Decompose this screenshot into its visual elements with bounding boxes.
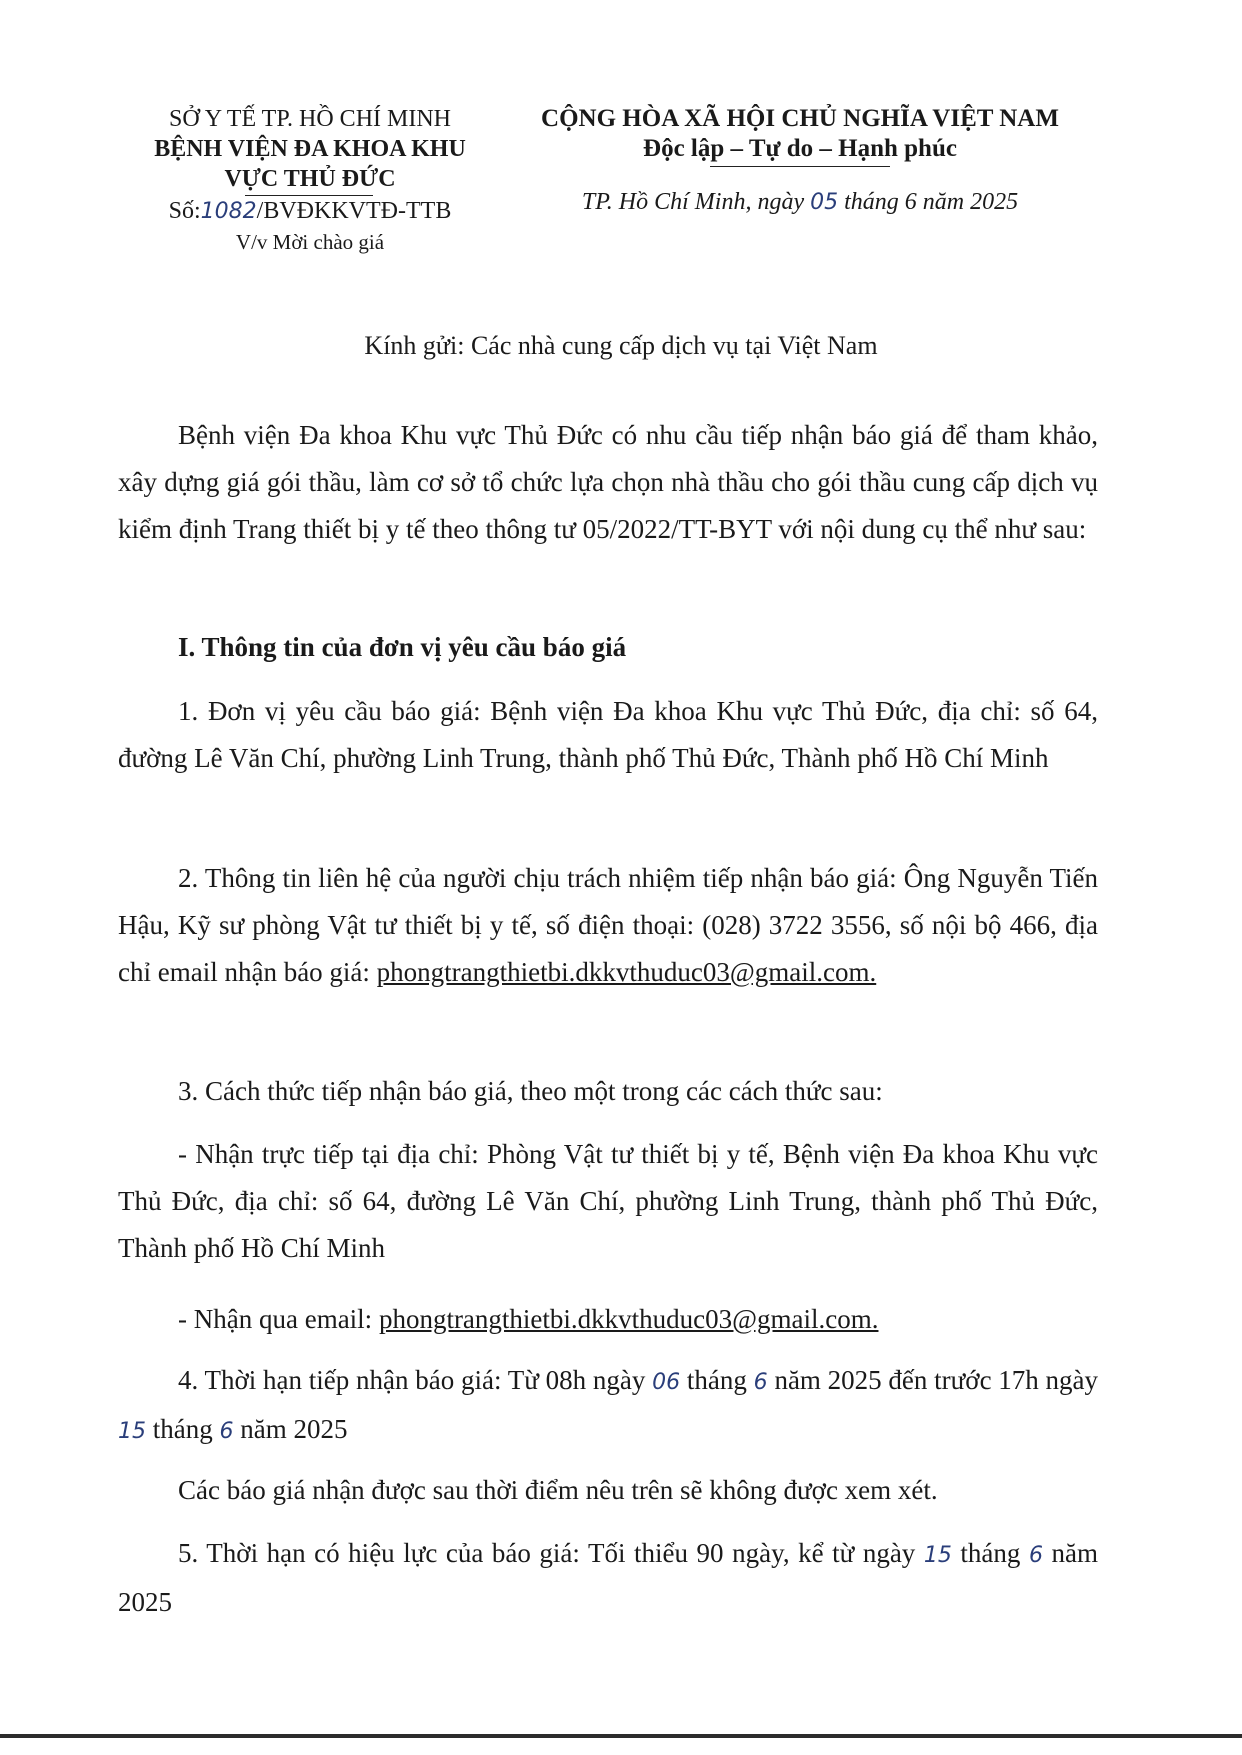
issuer-block — [120, 104, 500, 257]
handwritten-day: 05 — [810, 190, 839, 215]
intro-paragraph: Bệnh viện Đa khoa Khu vực Thủ Đức có nhu cầu tiếp nhận báo giá để tham khảo, xây dựng giá gói thầu, làm cơ sở tổ chức lựa chọn nhà thầu cho gói thầu cung cấp dịch vụ kiểm định Trang thiết bị y tế theo thông tư 05/2022/TT-BYT với nội dung cụ thể như sau: — [118, 420, 1098, 544]
document-number — [120, 196, 500, 227]
handwritten-end-day: 15 — [118, 1419, 146, 1444]
handwritten-validity-month: 6 — [1028, 1543, 1043, 1568]
item-1-paragraph: 1. Đơn vị yêu cầu báo giá: Bệnh viện Đa khoa Khu vực Thủ Đức, địa chỉ: số 64, đường Lê Văn Chí, phường Linh Trung, thành phố Thủ Đức, Thành phố Hồ Chí Minh — [118, 696, 1098, 773]
item-5-text-a: 5. Thời hạn có hiệu lực của báo giá: Tối thiểu 90 ngày, kể từ ngày — [178, 1538, 916, 1568]
item-2-text: 2. Thông tin liên hệ của người chịu trách nhiệm tiếp nhận báo giá: Ông Nguyễn Tiến Hậu, Kỹ sư phòng Vật tư thiết bị y tế, số điện thoại: (028) 3722 3556, số nội bộ 466, địa chỉ email nhận báo giá: — [118, 863, 1098, 987]
item-5-paragraph — [118, 1530, 1098, 1626]
scan-edge-bar — [0, 1734, 1242, 1738]
handwritten-start-month: 6 — [753, 1370, 768, 1395]
number-suffix: /BVĐKKVTĐ-TTB — [256, 198, 452, 224]
item-4-text-a: 4. Thời hạn tiếp nhận báo giá: Từ 08h ngày — [178, 1365, 646, 1395]
handwritten-number: 1082 — [200, 199, 257, 224]
national-motto-block — [510, 104, 1090, 218]
date-suffix: tháng 6 năm 2025 — [844, 189, 1019, 215]
item-3-paragraph: 3. Cách thức tiếp nhận báo giá, theo một trong các cách thức sau: — [178, 1076, 883, 1106]
item-4-text-d: tháng — [152, 1414, 213, 1444]
section-1-title: I. Thông tin của đơn vị yêu cầu báo giá — [178, 632, 627, 662]
subject-line: V/v Mời chào giá — [235, 230, 385, 254]
recipient-line: Kính gửi: Các nhà cung cấp dịch vụ tại Việt Nam — [364, 331, 878, 360]
item-3-email-paragraph — [118, 1296, 1098, 1343]
item-2-paragraph — [118, 855, 1098, 996]
date-prefix: TP. Hồ Chí Minh, ngày — [581, 189, 805, 215]
motto-underline — [710, 166, 890, 167]
email-prefix: - Nhận qua email: — [178, 1304, 373, 1334]
handwritten-end-month: 6 — [219, 1419, 234, 1444]
number-prefix: Số: — [168, 198, 201, 224]
item-5-text-c: năm 2025 — [118, 1538, 1098, 1617]
department-name: SỞ Y TẾ TP. HỒ CHÍ MINH — [168, 106, 452, 132]
item-4-text-b: tháng — [686, 1365, 747, 1395]
country-name: CỘNG HÒA XÃ HỘI CHỦ NGHĨA VIỆT NAM — [541, 105, 1059, 132]
late-notice: Các báo giá nhận được sau thời điểm nêu trên sẽ không được xem xét. — [178, 1475, 938, 1505]
item-5-text-b: tháng — [960, 1538, 1021, 1568]
submission-email-link[interactable]: phongtrangthietbi.dkkvthuduc03@gmail.com. — [378, 1304, 879, 1334]
item-3-direct-paragraph: - Nhận trực tiếp tại địa chỉ: Phòng Vật tư thiết bị y tế, Bệnh viện Đa khoa Khu vực Thủ Đức, địa chỉ: số 64, đường Lê Văn Chí, phường Linh Trung, thành phố Thủ Đức, Thành phố Hồ Chí Minh — [118, 1139, 1098, 1263]
handwritten-validity-day: 15 — [923, 1543, 952, 1568]
item-4-text-e: năm 2025 — [240, 1414, 348, 1444]
item-4-paragraph — [118, 1357, 1098, 1455]
handwritten-start-day: 06 — [652, 1370, 681, 1395]
hospital-name-line2: VỰC THỦ ĐỨC — [224, 166, 396, 192]
hospital-name-line1: BỆNH VIỆN ĐA KHOA KHU — [154, 136, 466, 162]
motto: Độc lập – Tự do – Hạnh phúc — [643, 135, 957, 162]
issue-date — [510, 187, 1090, 218]
issuer-underline — [245, 195, 373, 196]
contact-email-link[interactable]: phongtrangthietbi.dkkvthuduc03@gmail.com. — [376, 957, 877, 987]
item-4-text-c: năm 2025 đến trước 17h ngày — [774, 1365, 1099, 1395]
